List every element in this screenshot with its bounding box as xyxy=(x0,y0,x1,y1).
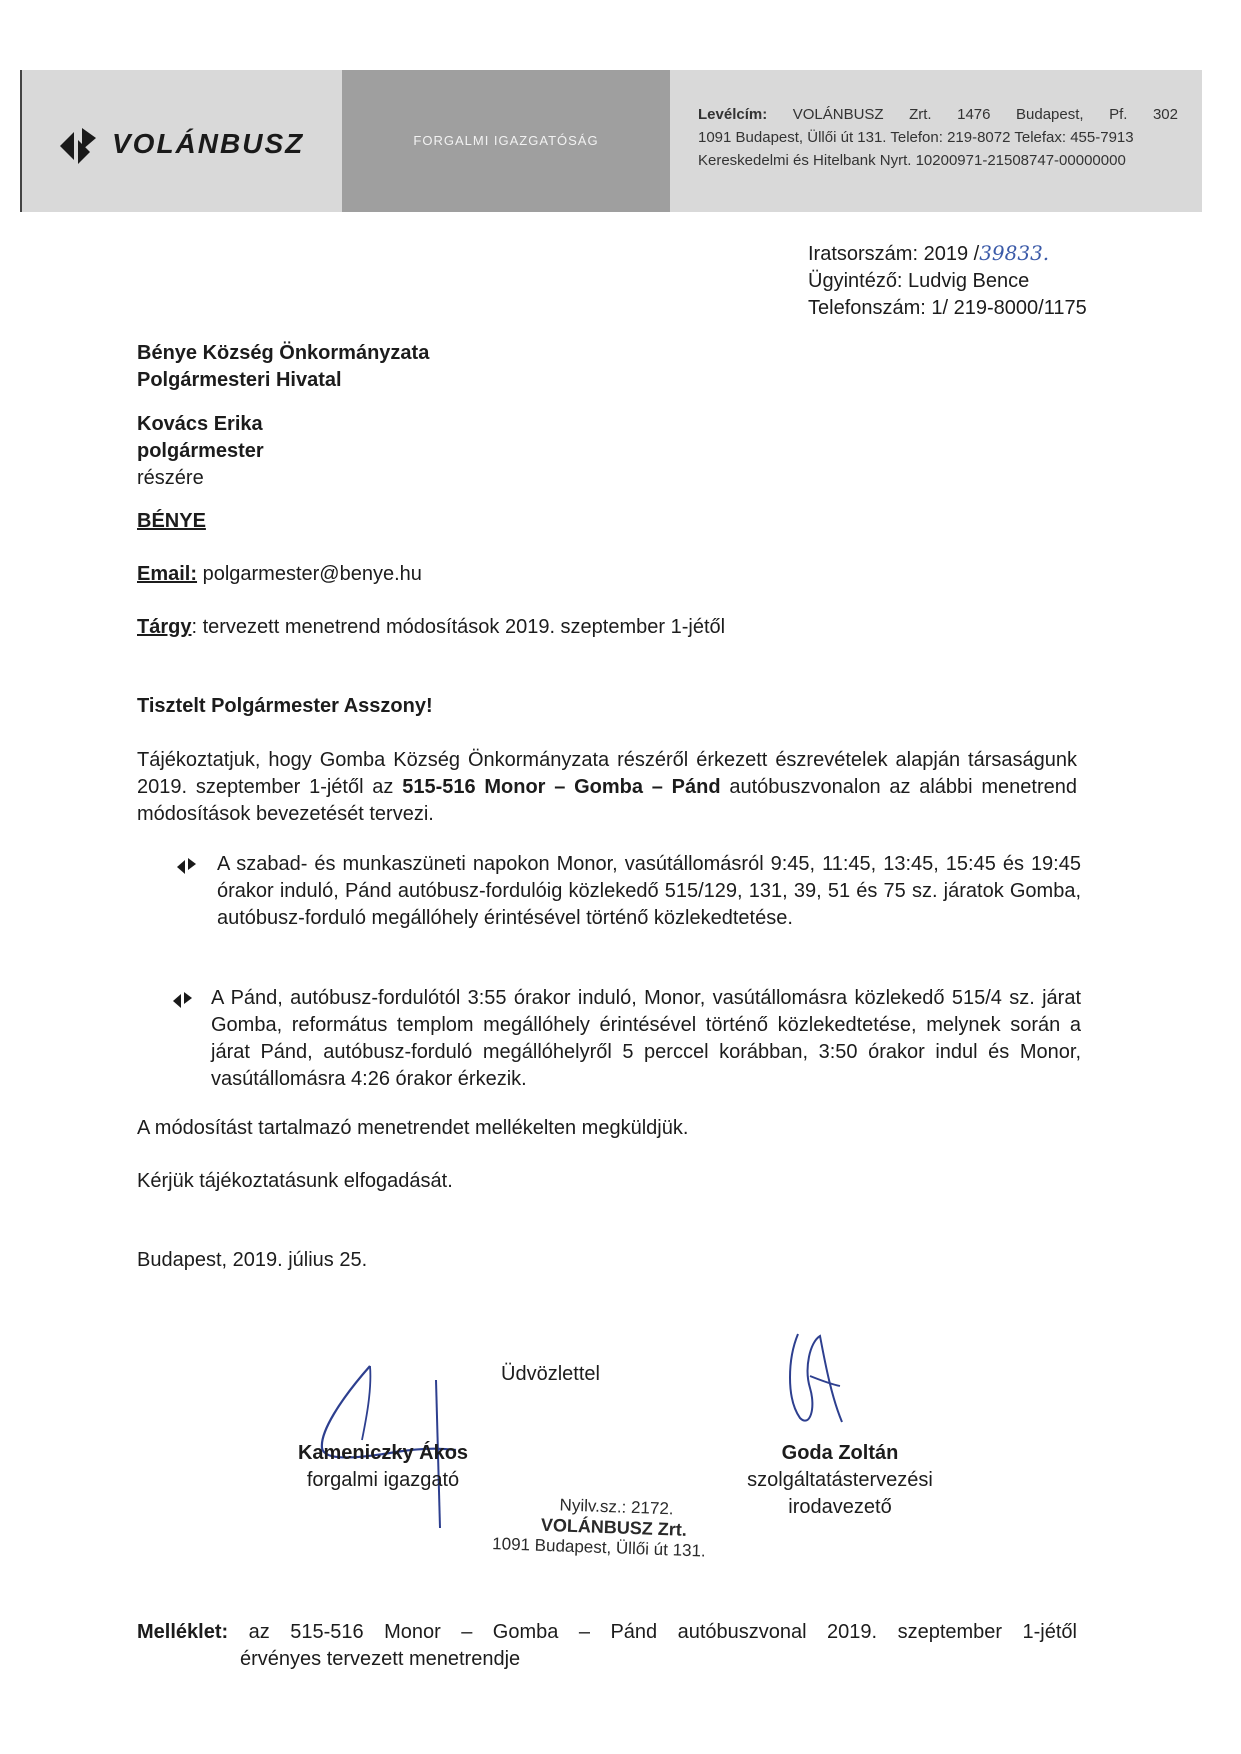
stamp-company: VOLÁNBUSZ Zrt. xyxy=(540,1514,688,1540)
list-item xyxy=(173,985,1081,1093)
bullet-arrow-icon xyxy=(177,858,197,874)
letterhead-address xyxy=(698,103,1178,172)
document-number-label: Iratsorszám: 2019 / xyxy=(808,243,980,265)
address-company-form: Zrt. xyxy=(909,106,932,123)
signatory-title-line-1: szolgáltatástervezési xyxy=(747,1469,933,1491)
address-line-3: Kereskedelmi és Hitelbank Nyrt. 10200971-21508747-00000000 xyxy=(698,152,1126,169)
signatory-right xyxy=(700,1440,980,1521)
signatory-name: Goda Zoltán xyxy=(781,1442,899,1464)
attachment-note xyxy=(137,1619,1077,1673)
document-number xyxy=(808,240,1087,268)
signatory-title-line-2: irodavezető xyxy=(788,1496,892,1518)
stamp-registration: Nyilv.sz.: 2172. xyxy=(559,1495,674,1519)
attachment-line-2: érvényes tervezett menetrendje xyxy=(240,1648,521,1670)
intro-paragraph xyxy=(137,747,1077,828)
recipient-title: polgármester xyxy=(137,440,264,462)
list-item-text: A Pánd, autóbusz-fordulótól 3:55 órakor induló, Monor, vasútállomásra közlekedő 515/4 sz. járat Gomba, református templom megállóhely érintésével történő közlekedtetése, melynek során a járat Pánd, autóbusz-forduló megállóhelyről 5 perccel korábban, 3:50 órakor indul és Monor, vasútállomásra 4:26 órakor érkezik. xyxy=(211,987,1081,1090)
recipient-city: BÉNYE xyxy=(137,510,206,532)
subject-text: : tervezett menetrend módosítások 2019. szeptember 1-jétől xyxy=(191,616,726,638)
signatory-left xyxy=(283,1440,483,1494)
company-stamp xyxy=(488,1493,708,1562)
volanbusz-logo-icon xyxy=(58,124,102,164)
attachment-text: az 515-516 Monor – Gomba – Pánd autóbuszvonal 2019. szeptember 1-jétől xyxy=(228,1621,1077,1643)
route-name: 515-516 Monor – Gomba – Pánd xyxy=(402,776,721,798)
stamp-address: 1091 Budapest, Üllői út 131. xyxy=(491,1534,707,1561)
brand-name: VOLÁNBUSZ xyxy=(112,128,305,159)
attachment-line-1 xyxy=(137,1619,1077,1646)
address-line-1 xyxy=(698,103,1178,126)
attached-note: A módosítást tartalmazó menetrendet mellékelten megküldjük. xyxy=(137,1117,689,1139)
reference-block xyxy=(808,240,1087,322)
recipient-organization xyxy=(137,340,429,394)
request-note: Kérjük tájékoztatásunk elfogadását. xyxy=(137,1170,453,1192)
email-address: polgarmester@benye.hu xyxy=(197,563,422,585)
recipient-email xyxy=(137,561,422,588)
document-number-handwritten: 39833. xyxy=(979,241,1050,265)
recipient-for: részére xyxy=(137,467,204,489)
phone-number: Telefonszám: 1/ 219-8000/1175 xyxy=(808,297,1087,319)
recipient-org-line-1: Bénye Község Önkormányzata xyxy=(137,342,430,364)
bullet-arrow-icon xyxy=(173,992,193,1008)
address-line-2: 1091 Budapest, Üllői út 131. Telefon: 219-8072 Telefax: 455-7913 xyxy=(698,129,1134,146)
address-po-label: Pf. xyxy=(1109,106,1128,123)
recipient-name: Kovács Erika xyxy=(137,413,263,435)
subject-line xyxy=(137,614,725,641)
address-label: Levélcím: xyxy=(698,106,768,123)
subject-label: Tárgy xyxy=(137,616,192,638)
list-item-text: A szabad- és munkaszüneti napokon Monor, vasútállomásról 9:45, 11:45, 13:45, 15:45 és 19:45 órakor induló, Pánd autóbusz-fordulóig közlekedő 515/129, 131, 39, 51 és 75 sz. járatok Gomba, autóbusz-forduló megállóhely érintésével történő közlekedtetése. xyxy=(217,853,1081,929)
address-zip: 1476 xyxy=(957,106,991,123)
address-company: VOLÁNBUSZ xyxy=(792,106,884,123)
address-po-number: 302 xyxy=(1152,106,1178,123)
attachment-label: Melléklet: xyxy=(137,1621,229,1643)
intro-text-a: Tájékoztatjuk, hogy Gomba Község Önkormányzata részéről érkezett észrevételek alapján társaságunk 2019. szeptember 1-jétől az xyxy=(137,749,1077,798)
closing-greeting: Üdvözlettel xyxy=(501,1363,600,1385)
list-item xyxy=(177,851,1081,932)
address-city: Budapest, xyxy=(1016,106,1084,123)
email-label: Email: xyxy=(137,563,198,585)
intro-text-b: autóbuszvonalon az alábbi menetrend módosítások bevezetését tervezi. xyxy=(137,776,1077,825)
salutation: Tisztelt Polgármester Asszony! xyxy=(137,695,433,717)
recipient-org-line-2: Polgármesteri Hivatal xyxy=(137,369,342,391)
signature-goda xyxy=(780,1328,860,1428)
signatory-title: forgalmi igazgató xyxy=(306,1469,460,1491)
brand-logo xyxy=(58,124,304,164)
letter-date: Budapest, 2019. július 25. xyxy=(137,1249,368,1271)
recipient-person xyxy=(137,411,264,492)
department-name: FORGALMI IGAZGATÓSÁG xyxy=(413,133,599,148)
case-officer: Ügyintéző: Ludvig Bence xyxy=(808,270,1030,292)
signatory-name: Kameniczky Ákos xyxy=(297,1442,469,1464)
